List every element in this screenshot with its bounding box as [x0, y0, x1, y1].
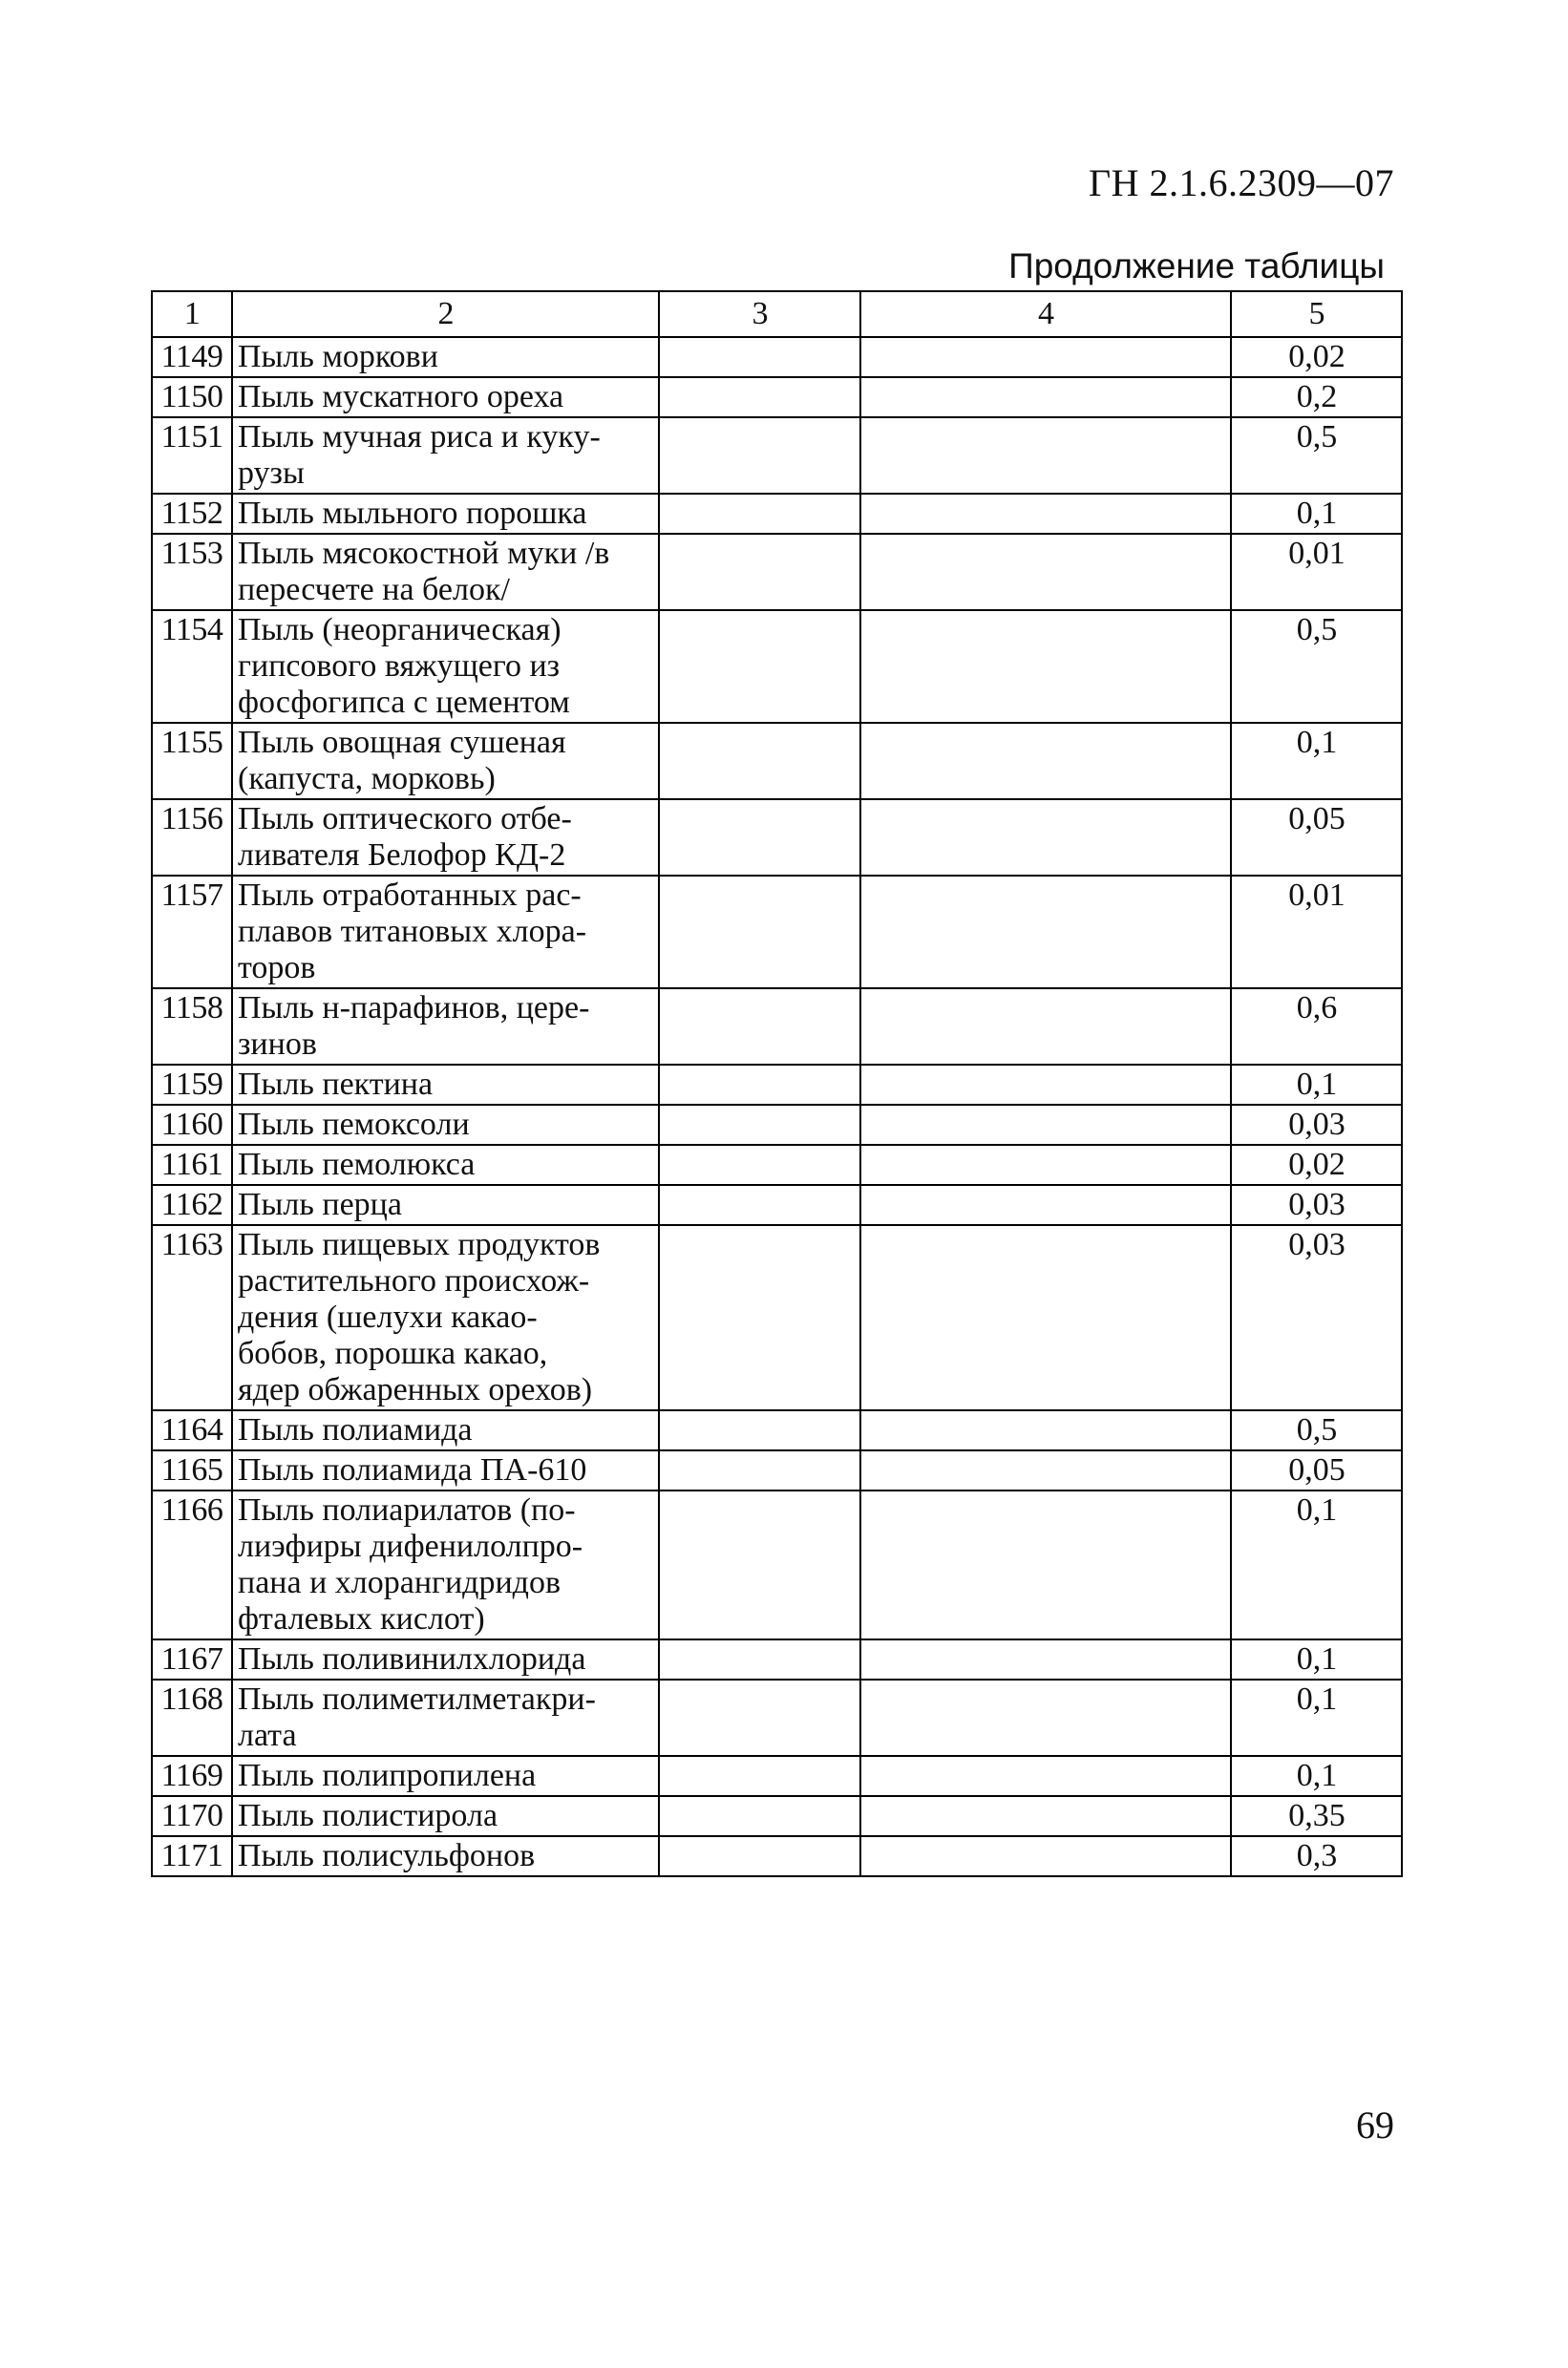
column-4-cell: [860, 876, 1231, 988]
column-3-cell: [659, 988, 860, 1065]
substance-name-cell: Пыль овощная сушеная (капуста, морковь): [232, 723, 659, 799]
column-3-cell: [659, 337, 860, 377]
column-4-cell: [860, 723, 1231, 799]
row-number-cell: 1161: [152, 1145, 232, 1185]
column-4-cell: [860, 494, 1231, 534]
substance-name-cell: Пыль поливинилхлорида: [232, 1639, 659, 1680]
value-cell: 0,5: [1231, 1410, 1402, 1450]
substance-name-cell: Пыль н-парафинов, цере- зинов: [232, 988, 659, 1065]
column-4-cell: [860, 799, 1231, 876]
row-number-cell: 1153: [152, 534, 232, 610]
row-number-cell: 1162: [152, 1185, 232, 1225]
column-3-cell: [659, 1836, 860, 1876]
column-4-cell: [860, 1410, 1231, 1450]
column-3-cell: [659, 417, 860, 494]
column-3-cell: [659, 1639, 860, 1680]
column-4-cell: [860, 1680, 1231, 1756]
table-row: [152, 1185, 1402, 1225]
column-4-cell: [860, 417, 1231, 494]
column-header-5: 5: [1231, 291, 1402, 337]
value-cell: 0,1: [1231, 1680, 1402, 1756]
table-row: [152, 1756, 1402, 1796]
row-number-cell: 1152: [152, 494, 232, 534]
column-3-cell: [659, 1065, 860, 1105]
substance-name-cell: Пыль полисульфонов: [232, 1836, 659, 1876]
row-number-cell: 1167: [152, 1639, 232, 1680]
table-row: [152, 1450, 1402, 1491]
column-3-cell: [659, 1756, 860, 1796]
value-cell: 0,1: [1231, 1756, 1402, 1796]
row-number-cell: 1159: [152, 1065, 232, 1105]
substance-name-cell: Пыль мускатного ореха: [232, 377, 659, 417]
column-3-cell: [659, 1491, 860, 1639]
table-row: [152, 1796, 1402, 1836]
value-cell: 0,02: [1231, 1145, 1402, 1185]
column-3-cell: [659, 1680, 860, 1756]
column-4-cell: [860, 337, 1231, 377]
table-row: [152, 876, 1402, 988]
value-cell: 0,1: [1231, 1491, 1402, 1639]
row-number-cell: 1171: [152, 1836, 232, 1876]
value-cell: 0,35: [1231, 1796, 1402, 1836]
substance-name-cell: Пыль мучная риса и куку- рузы: [232, 417, 659, 494]
value-cell: 0,01: [1231, 876, 1402, 988]
value-cell: 0,01: [1231, 534, 1402, 610]
table-row: [152, 1225, 1402, 1410]
column-4-cell: [860, 534, 1231, 610]
column-header-3: 3: [659, 291, 860, 337]
column-3-cell: [659, 610, 860, 723]
table-row: [152, 337, 1402, 377]
column-4-cell: [860, 1639, 1231, 1680]
table-row: [152, 1145, 1402, 1185]
substance-name-cell: Пыль моркови: [232, 337, 659, 377]
substance-name-cell: Пыль полиметилметакри- лата: [232, 1680, 659, 1756]
column-header-1: 1: [152, 291, 232, 337]
column-4-cell: [860, 610, 1231, 723]
column-4-cell: [860, 1836, 1231, 1876]
row-number-cell: 1164: [152, 1410, 232, 1450]
column-4-cell: [860, 1491, 1231, 1639]
column-4-cell: [860, 988, 1231, 1065]
row-number-cell: 1170: [152, 1796, 232, 1836]
table-row: [152, 1491, 1402, 1639]
column-3-cell: [659, 494, 860, 534]
value-cell: 0,02: [1231, 337, 1402, 377]
table-row: [152, 1836, 1402, 1876]
table-row: [152, 988, 1402, 1065]
row-number-cell: 1150: [152, 377, 232, 417]
column-3-cell: [659, 1145, 860, 1185]
column-4-cell: [860, 1185, 1231, 1225]
column-4-cell: [860, 1105, 1231, 1145]
column-3-cell: [659, 1796, 860, 1836]
table-row: [152, 799, 1402, 876]
table-body: [152, 291, 1402, 1876]
row-number-cell: 1165: [152, 1450, 232, 1491]
column-3-cell: [659, 1410, 860, 1450]
substance-name-cell: Пыль оптического отбе- ливателя Белофор КД-2: [232, 799, 659, 876]
document-code: ГН 2.1.6.2309—07: [1088, 161, 1394, 204]
page-number: 69: [1356, 2104, 1394, 2146]
column-3-cell: [659, 1185, 860, 1225]
table-header-row: [152, 291, 1402, 337]
value-cell: 0,3: [1231, 1836, 1402, 1876]
value-cell: 0,2: [1231, 377, 1402, 417]
value-cell: 0,5: [1231, 610, 1402, 723]
row-number-cell: 1156: [152, 799, 232, 876]
substance-name-cell: Пыль перца: [232, 1185, 659, 1225]
table-row: [152, 534, 1402, 610]
column-3-cell: [659, 1225, 860, 1410]
substance-name-cell: Пыль пектина: [232, 1065, 659, 1105]
column-4-cell: [860, 377, 1231, 417]
table-row: [152, 1065, 1402, 1105]
substances-table-container: [151, 290, 1403, 1877]
column-3-cell: [659, 1105, 860, 1145]
column-4-cell: [860, 1225, 1231, 1410]
value-cell: 0,1: [1231, 723, 1402, 799]
row-number-cell: 1163: [152, 1225, 232, 1410]
substance-name-cell: Пыль полипропилена: [232, 1756, 659, 1796]
column-3-cell: [659, 876, 860, 988]
substance-name-cell: Пыль (неорганическая) гипсового вяжущего из фосфогипса с цементом: [232, 610, 659, 723]
row-number-cell: 1168: [152, 1680, 232, 1756]
column-3-cell: [659, 1450, 860, 1491]
column-4-cell: [860, 1450, 1231, 1491]
value-cell: 0,1: [1231, 1065, 1402, 1105]
column-3-cell: [659, 723, 860, 799]
table-continuation-caption: Продолжение таблицы: [1008, 246, 1385, 285]
table-row: [152, 1105, 1402, 1145]
column-4-cell: [860, 1796, 1231, 1836]
table-row: [152, 494, 1402, 534]
row-number-cell: 1154: [152, 610, 232, 723]
table-row: [152, 377, 1402, 417]
column-header-2: 2: [232, 291, 659, 337]
value-cell: 0,05: [1231, 799, 1402, 876]
column-3-cell: [659, 534, 860, 610]
substance-name-cell: Пыль пемолюкса: [232, 1145, 659, 1185]
substances-table: [151, 290, 1403, 1877]
value-cell: 0,5: [1231, 417, 1402, 494]
table-row: [152, 1680, 1402, 1756]
table-row: [152, 723, 1402, 799]
table-row: [152, 610, 1402, 723]
table-row: [152, 1639, 1402, 1680]
value-cell: 0,05: [1231, 1450, 1402, 1491]
column-3-cell: [659, 377, 860, 417]
substance-name-cell: Пыль полистирола: [232, 1796, 659, 1836]
column-4-cell: [860, 1756, 1231, 1796]
substance-name-cell: Пыль полиамида ПА-610: [232, 1450, 659, 1491]
substance-name-cell: Пыль мыльного порошка: [232, 494, 659, 534]
column-header-4: 4: [860, 291, 1231, 337]
column-4-cell: [860, 1065, 1231, 1105]
value-cell: 0,1: [1231, 494, 1402, 534]
row-number-cell: 1169: [152, 1756, 232, 1796]
table-row: [152, 417, 1402, 494]
value-cell: 0,03: [1231, 1185, 1402, 1225]
value-cell: 0,03: [1231, 1225, 1402, 1410]
row-number-cell: 1151: [152, 417, 232, 494]
column-3-cell: [659, 799, 860, 876]
substance-name-cell: Пыль мясокостной муки /в пересчете на белок/: [232, 534, 659, 610]
row-number-cell: 1157: [152, 876, 232, 988]
column-4-cell: [860, 1145, 1231, 1185]
row-number-cell: 1166: [152, 1491, 232, 1639]
substance-name-cell: Пыль отработанных рас- плавов титановых хлора- торов: [232, 876, 659, 988]
substance-name-cell: Пыль полиарилатов (по- лиэфиры дифенилолпро- пана и хлорангидридов фталевых кислот): [232, 1491, 659, 1639]
row-number-cell: 1160: [152, 1105, 232, 1145]
substance-name-cell: Пыль пемоксоли: [232, 1105, 659, 1145]
value-cell: 0,1: [1231, 1639, 1402, 1680]
value-cell: 0,03: [1231, 1105, 1402, 1145]
table-row: [152, 1410, 1402, 1450]
value-cell: 0,6: [1231, 988, 1402, 1065]
row-number-cell: 1155: [152, 723, 232, 799]
substance-name-cell: Пыль пищевых продуктов растительного происхож- дения (шелухи какао- бобов, порошка какао, ядер обжаренных орехов): [232, 1225, 659, 1410]
substance-name-cell: Пыль полиамида: [232, 1410, 659, 1450]
row-number-cell: 1149: [152, 337, 232, 377]
row-number-cell: 1158: [152, 988, 232, 1065]
